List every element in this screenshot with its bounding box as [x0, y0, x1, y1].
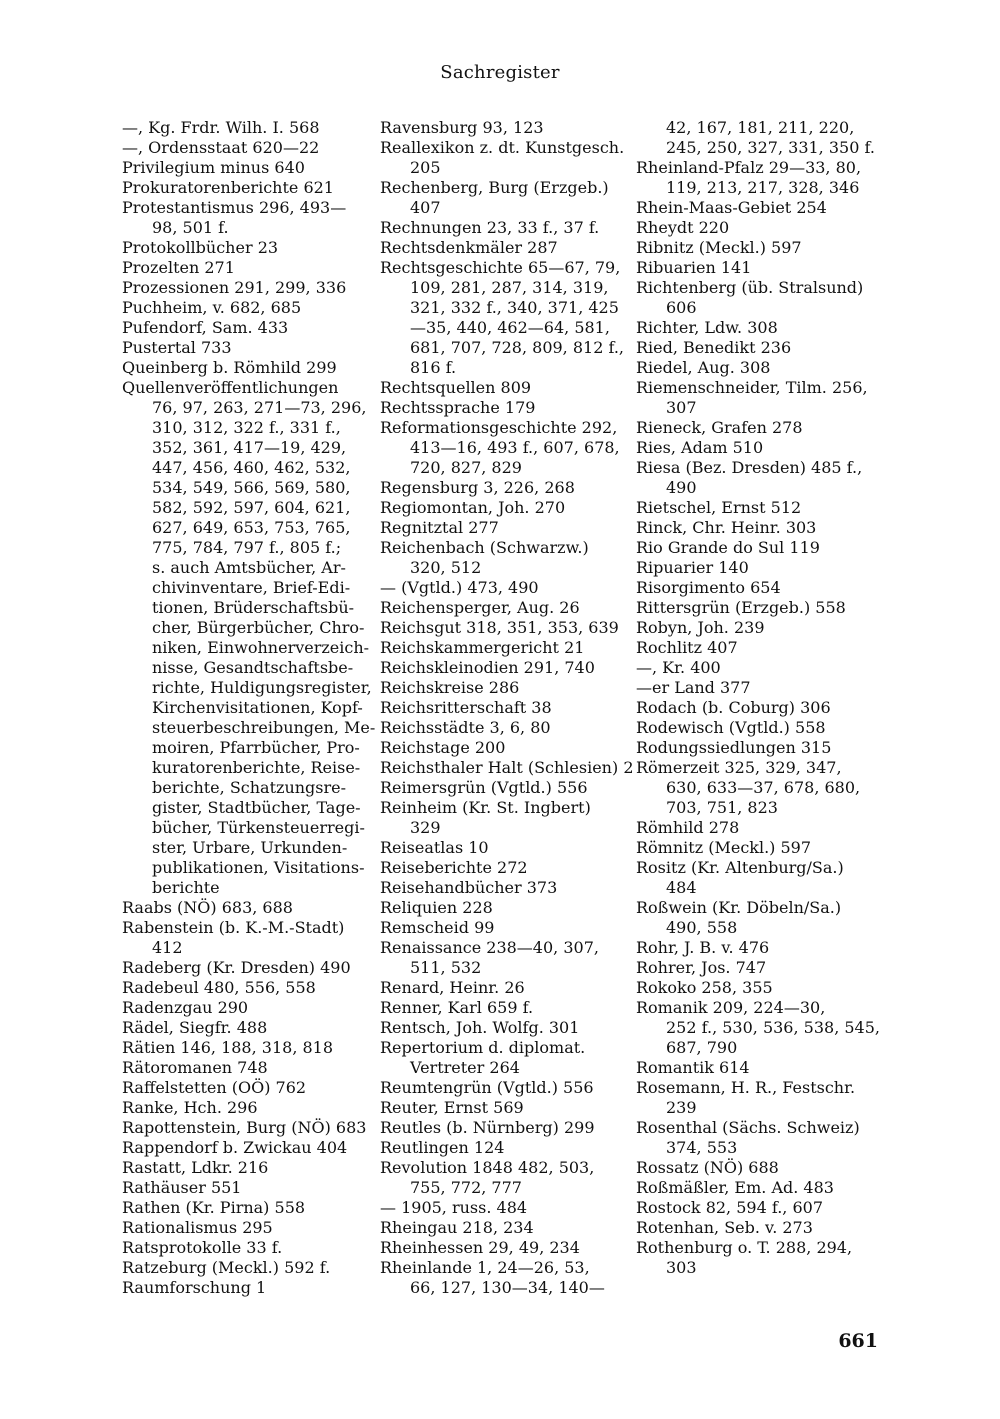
- index-entry-continuation: 310, 312, 322 f., 331 f.,: [152, 418, 341, 437]
- index-entry-continuation: 490: [666, 478, 697, 497]
- index-entry: Rappendorf b. Zwickau 404: [122, 1138, 348, 1157]
- index-entry-continuation: 329: [410, 818, 441, 837]
- index-entry: Renaissance 238—40, 307,: [380, 938, 599, 957]
- index-entry: Radebeul 480, 556, 558: [122, 978, 316, 997]
- index-entry-continuation: 534, 549, 566, 569, 580,: [152, 478, 351, 497]
- index-entry-continuation: kuratorenberichte, Reise-: [152, 758, 361, 777]
- index-entry: Rheydt 220: [636, 218, 730, 237]
- index-entry-continuation: 720, 827, 829: [410, 458, 522, 477]
- index-entry: Rietschel, Ernst 512: [636, 498, 802, 517]
- index-entry: Rokoko 258, 355: [636, 978, 773, 997]
- index-entry: Risorgimento 654: [636, 578, 781, 597]
- index-entry: Riemenschneider, Tilm. 256,: [636, 378, 868, 397]
- index-entry: Pustertal 733: [122, 338, 232, 357]
- index-entry: Rothenburg o. T. 288, 294,: [636, 1238, 853, 1257]
- index-entry: Rathen (Kr. Pirna) 558: [122, 1198, 306, 1217]
- index-entry-continuation: 447, 456, 460, 462, 532,: [152, 458, 351, 477]
- index-entry: Rodungssiedlungen 315: [636, 738, 832, 757]
- index-entry: Rittersgrün (Erzgeb.) 558: [636, 598, 846, 617]
- index-entry: Rationalismus 295: [122, 1218, 273, 1237]
- index-entry-continuation: 627, 649, 653, 753, 765,: [152, 518, 351, 537]
- index-entry: Reformationsgeschichte 292,: [380, 418, 618, 437]
- index-entry: Rio Grande do Sul 119: [636, 538, 820, 557]
- index-entry: Rheinhessen 29, 49, 234: [380, 1238, 580, 1257]
- index-entry: Rotenhan, Seb. v. 273: [636, 1218, 813, 1237]
- index-entry: Richter, Ldw. 308: [636, 318, 778, 337]
- index-entry: Rohrer, Jos. 747: [636, 958, 767, 977]
- index-entry: Robyn, Joh. 239: [636, 618, 765, 637]
- index-entry-continuation: cher, Bürgerbücher, Chro-: [152, 618, 365, 637]
- index-entry: — 1905, russ. 484: [380, 1198, 528, 1217]
- page-number: 661: [838, 1330, 878, 1352]
- index-entry: Privilegium minus 640: [122, 158, 305, 177]
- index-entry: Rochlitz 407: [636, 638, 738, 657]
- index-entry: Roßmäßler, Em. Ad. 483: [636, 1178, 834, 1197]
- index-entry: Reutlingen 124: [380, 1138, 505, 1157]
- index-entry: Ries, Adam 510: [636, 438, 764, 457]
- index-entry: Reichstage 200: [380, 738, 506, 757]
- index-entry: Queinberg b. Römhild 299: [122, 358, 337, 377]
- index-entry-continuation: Kirchenvisitationen, Kopf-: [152, 698, 363, 717]
- index-entry-continuation: 511, 532: [410, 958, 482, 977]
- index-entry: Rätien 146, 188, 318, 818: [122, 1038, 334, 1057]
- index-entry: Rätoromanen 748: [122, 1058, 268, 1077]
- index-entry: Ratsprotokolle 33 f.: [122, 1238, 283, 1257]
- index-entry: Riedel, Aug. 308: [636, 358, 771, 377]
- index-entry-continuation: publikationen, Visitations-: [152, 858, 365, 877]
- index-entry: — (Vgtld.) 473, 490: [380, 578, 539, 597]
- index-entry: Rositz (Kr. Altenburg/Sa.): [636, 858, 844, 877]
- index-column-3: [636, 118, 886, 1278]
- index-entry: Rathäuser 551: [122, 1178, 242, 1197]
- index-entry-continuation: 582, 592, 597, 604, 621,: [152, 498, 351, 517]
- index-entry: Rostock 82, 594 f., 607: [636, 1198, 823, 1217]
- index-entry-continuation: 775, 784, 797 f., 805 f.;: [152, 538, 342, 557]
- index-entry-continuation: 303: [666, 1258, 697, 1277]
- index-entry-continuation: 630, 633—37, 678, 680,: [666, 778, 861, 797]
- index-entry: Rechtsquellen 809: [380, 378, 532, 397]
- index-entry: Rosemann, H. R., Festschr.: [636, 1078, 856, 1097]
- index-entry: Ratzeburg (Meckl.) 592 f.: [122, 1258, 331, 1277]
- index-entry-continuation: 42, 167, 181, 211, 220,: [666, 118, 855, 137]
- index-entry: Raffelstetten (OÖ) 762: [122, 1078, 307, 1097]
- index-entry: Romanik 209, 224—30,: [636, 998, 826, 1017]
- index-entry: Rheinlande 1, 24—26, 53,: [380, 1258, 590, 1277]
- index-entry-continuation: s. auch Amtsbücher, Ar-: [152, 558, 346, 577]
- index-entry-continuation: 681, 707, 728, 809, 812 f.,: [410, 338, 624, 357]
- index-entry-continuation: ster, Urbare, Urkunden-: [152, 838, 348, 857]
- index-entry: Römerzeit 325, 329, 347,: [636, 758, 842, 777]
- index-entry: Roßwein (Kr. Döbeln/Sa.): [636, 898, 842, 917]
- index-entry-continuation: 816 f.: [410, 358, 457, 377]
- index-entry: Rädel, Siegfr. 488: [122, 1018, 268, 1037]
- index-entry: Ripuarier 140: [636, 558, 749, 577]
- index-entry: Rhein-Maas-Gebiet 254: [636, 198, 827, 217]
- index-entry: Protestantismus 296, 493—: [122, 198, 347, 217]
- index-entry-continuation: 606: [666, 298, 697, 317]
- index-entry: Rechtsdenkmäler 287: [380, 238, 558, 257]
- index-entry: Rossatz (NÖ) 688: [636, 1158, 779, 1177]
- index-entry: Rodach (b. Coburg) 306: [636, 698, 831, 717]
- index-entry-continuation: bücher, Türkensteuerregi-: [152, 818, 365, 837]
- index-entry-continuation: 307: [666, 398, 697, 417]
- index-entry: Raumforschung 1: [122, 1278, 267, 1297]
- index-entry: Rechenberg, Burg (Erzgeb.): [380, 178, 609, 197]
- page-title: Sachregister: [440, 62, 560, 83]
- index-entry-continuation: 484: [666, 878, 697, 897]
- index-entry: —, Ordensstaat 620—22: [122, 138, 320, 157]
- index-column-1: [122, 118, 376, 1298]
- index-entry-continuation: 245, 250, 327, 331, 350 f.: [666, 138, 875, 157]
- index-entry: Rohr, J. B. v. 476: [636, 938, 770, 957]
- index-entry: Rodewisch (Vgtld.) 558: [636, 718, 826, 737]
- index-entry-continuation: richte, Huldigungsregister,: [152, 678, 372, 697]
- index-entry: Reallexikon z. dt. Kunstgesch.: [380, 138, 625, 157]
- index-entry-continuation: tionen, Brüderschaftsbü-: [152, 598, 355, 617]
- index-entry: Regiomontan, Joh. 270: [380, 498, 566, 517]
- index-entry: Rechtsgeschichte 65—67, 79,: [380, 258, 621, 277]
- index-entry: Revolution 1848 482, 503,: [380, 1158, 595, 1177]
- index-entry-continuation: 352, 361, 417—19, 429,: [152, 438, 347, 457]
- index-entry-continuation: berichte, Schatzungsre-: [152, 778, 347, 797]
- index-column-2: [380, 118, 634, 1298]
- index-entry-continuation: chivinventare, Brief-Edi-: [152, 578, 351, 597]
- index-entry: Ried, Benedikt 236: [636, 338, 792, 357]
- index-entry: Reichsthaler Halt (Schlesien) 2: [380, 758, 634, 777]
- index-entry: Reliquien 228: [380, 898, 493, 917]
- index-entry: Radeberg (Kr. Dresden) 490: [122, 958, 351, 977]
- index-entry-continuation: 109, 281, 287, 314, 319,: [410, 278, 609, 297]
- index-entry-continuation: 374, 553: [666, 1138, 738, 1157]
- index-entry: Prozelten 271: [122, 258, 235, 277]
- index-entry-continuation: Vertreter 264: [410, 1058, 520, 1077]
- index-entry-continuation: 755, 772, 777: [410, 1178, 522, 1197]
- index-entry: Reichskleinodien 291, 740: [380, 658, 595, 677]
- index-entry-continuation: 412: [152, 938, 183, 957]
- index-entry: Reumtengrün (Vgtld.) 556: [380, 1078, 594, 1097]
- index-entry: Rosenthal (Sächs. Schweiz): [636, 1118, 860, 1137]
- index-entry: Prokuratorenberichte 621: [122, 178, 334, 197]
- index-entry: Reinheim (Kr. St. Ingbert): [380, 798, 591, 817]
- index-entry: Reichsgut 318, 351, 353, 639: [380, 618, 619, 637]
- index-entry: Rinck, Chr. Heinr. 303: [636, 518, 817, 537]
- index-entry: Rheinland-Pfalz 29—33, 80,: [636, 158, 862, 177]
- index-entry: Radenzgau 290: [122, 998, 249, 1017]
- index-entry: Reichskammergericht 21: [380, 638, 585, 657]
- index-entry: Raabs (NÖ) 683, 688: [122, 898, 293, 917]
- index-entry: Remscheid 99: [380, 918, 495, 937]
- index-entry: Rabenstein (b. K.-M.-Stadt): [122, 918, 345, 937]
- index-entry: Ribuarien 141: [636, 258, 752, 277]
- index-entry: Regensburg 3, 226, 268: [380, 478, 575, 497]
- index-entry: Prozessionen 291, 299, 336: [122, 278, 347, 297]
- index-entry: Quellenveröffentlichungen: [122, 378, 339, 397]
- index-entry-continuation: 703, 751, 823: [666, 798, 778, 817]
- index-entry: Reichskreise 286: [380, 678, 520, 697]
- index-entry-continuation: 76, 97, 263, 271—73, 296,: [152, 398, 367, 417]
- index-entry-continuation: 407: [410, 198, 441, 217]
- index-entry: Rechtssprache 179: [380, 398, 536, 417]
- index-entry-continuation: 320, 512: [410, 558, 482, 577]
- index-entry: Reuter, Ernst 569: [380, 1098, 524, 1117]
- index-entry: Ranke, Hch. 296: [122, 1098, 258, 1117]
- index-entry: Pufendorf, Sam. 433: [122, 318, 289, 337]
- index-entry: Rechnungen 23, 33 f., 37 f.: [380, 218, 600, 237]
- index-entry-continuation: gister, Stadtbücher, Tage-: [152, 798, 361, 817]
- index-entry: —, Kr. 400: [636, 658, 721, 677]
- index-entry: Riesa (Bez. Dresden) 485 f.,: [636, 458, 863, 477]
- index-entry: Rentsch, Joh. Wolfg. 301: [380, 1018, 580, 1037]
- index-entry: Rieneck, Grafen 278: [636, 418, 803, 437]
- index-entry: —er Land 377: [636, 678, 751, 697]
- index-entry: Reiseberichte 272: [380, 858, 528, 877]
- index-entry: Renner, Karl 659 f.: [380, 998, 534, 1017]
- index-entry-continuation: 66, 127, 130—34, 140—: [410, 1278, 605, 1297]
- index-entry-continuation: 413—16, 493 f., 607, 678,: [410, 438, 620, 457]
- index-entry: Protokollbücher 23: [122, 238, 279, 257]
- index-entry: Puchheim, v. 682, 685: [122, 298, 302, 317]
- index-entry-continuation: 119, 213, 217, 328, 346: [666, 178, 860, 197]
- index-entry: Rheingau 218, 234: [380, 1218, 534, 1237]
- index-entry: Reichensperger, Aug. 26: [380, 598, 580, 617]
- index-entry-continuation: 321, 332 f., 340, 371, 425: [410, 298, 619, 317]
- index-entry: Renard, Heinr. 26: [380, 978, 525, 997]
- index-entry-continuation: 252 f., 530, 536, 538, 545,: [666, 1018, 880, 1037]
- index-entry: Richtenberg (üb. Stralsund): [636, 278, 864, 297]
- index-entry: Reichsritterschaft 38: [380, 698, 552, 717]
- index-entry-continuation: moiren, Pfarrbücher, Pro-: [152, 738, 360, 757]
- index-entry: Reutles (b. Nürnberg) 299: [380, 1118, 595, 1137]
- index-entry-continuation: —35, 440, 462—64, 581,: [410, 318, 610, 337]
- index-entry-continuation: 687, 790: [666, 1038, 738, 1057]
- index-entry-continuation: berichte: [152, 878, 220, 897]
- index-entry-continuation: niken, Einwohnerverzeich-: [152, 638, 370, 657]
- index-entry: Regnitztal 277: [380, 518, 499, 537]
- index-entry-continuation: nisse, Gesandtschaftsbe-: [152, 658, 354, 677]
- index-entry: Romantik 614: [636, 1058, 750, 1077]
- index-entry: Römhild 278: [636, 818, 740, 837]
- index-entry: Rastatt, Ldkr. 216: [122, 1158, 269, 1177]
- index-entry-continuation: 239: [666, 1098, 697, 1117]
- index-entry: Reisehandbücher 373: [380, 878, 558, 897]
- index-entry: Ribnitz (Meckl.) 597: [636, 238, 802, 257]
- index-entry: Repertorium d. diplomat.: [380, 1038, 586, 1057]
- index-entry: Rapottenstein, Burg (NÖ) 683: [122, 1118, 367, 1137]
- index-entry: Reichsstädte 3, 6, 80: [380, 718, 551, 737]
- index-entry-continuation: 98, 501 f.: [152, 218, 229, 237]
- index-entry: Reichenbach (Schwarzw.): [380, 538, 589, 557]
- index-entry: Römnitz (Meckl.) 597: [636, 838, 812, 857]
- index-entry: Ravensburg 93, 123: [380, 118, 544, 137]
- index-entry: Reimersgrün (Vgtld.) 556: [380, 778, 588, 797]
- index-entry-continuation: 205: [410, 158, 441, 177]
- index-entry: —, Kg. Frdr. Wilh. I. 568: [122, 118, 320, 137]
- index-entry: Reiseatlas 10: [380, 838, 489, 857]
- index-entry-continuation: steuerbeschreibungen, Me-: [152, 718, 376, 737]
- index-entry-continuation: 490, 558: [666, 918, 738, 937]
